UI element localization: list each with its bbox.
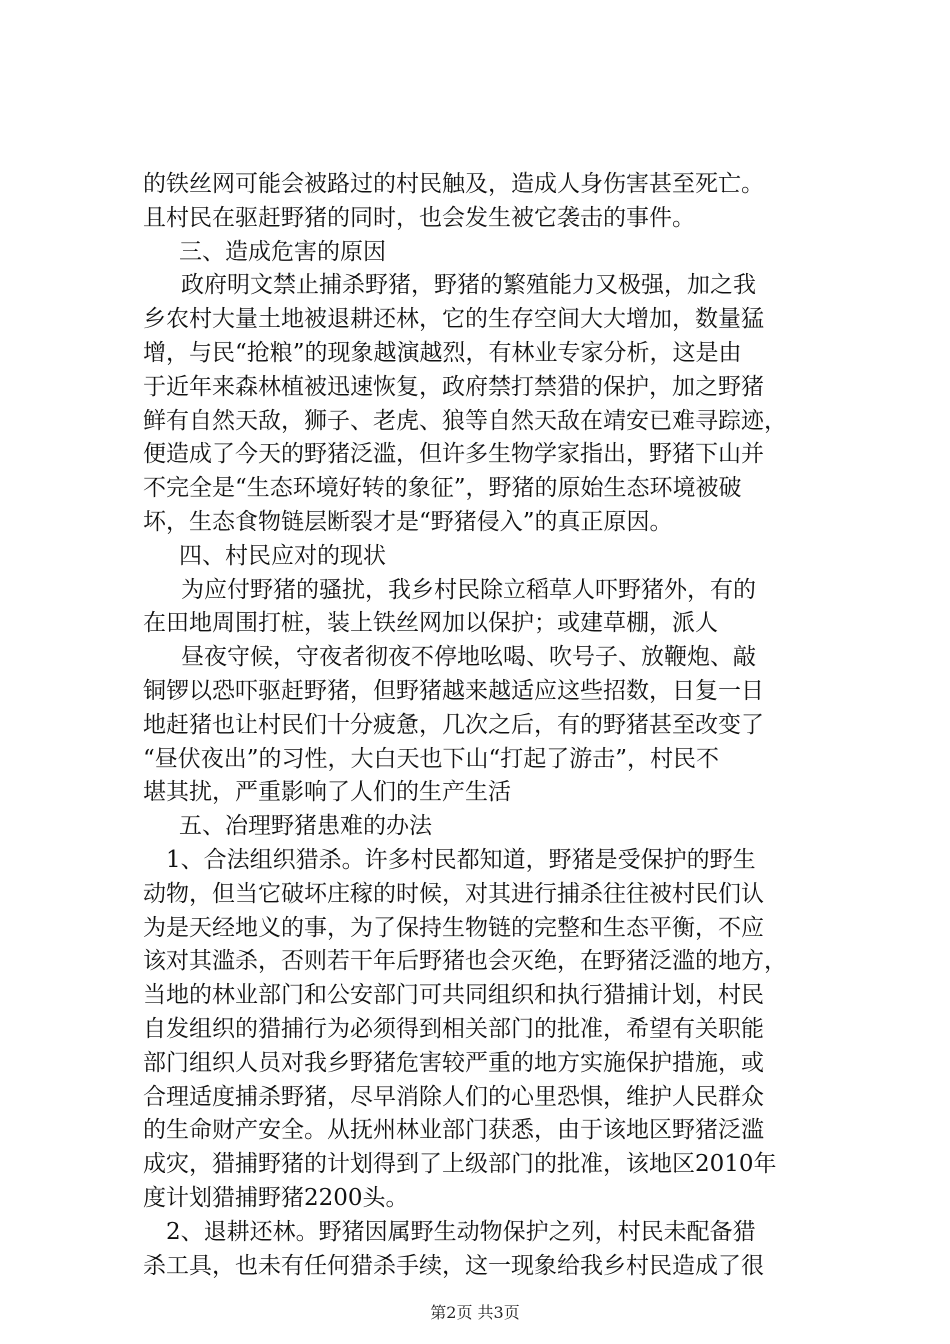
text-line: 度计划猎捕野猪2200头。 — [143, 1184, 409, 1211]
text-line: 堪其扰，严重影响了人们的生产生活 — [143, 779, 511, 806]
text-line: 在田地周围打桩，装上铁丝网加以保护；或建草棚，派人 — [143, 610, 718, 637]
text-line: 2、退耕还林。野猪因属野生动物保护之列，村民未配备猎 — [166, 1218, 756, 1245]
text-line: “昼伏夜出”的习性，大白天也下山“打起了游击”，村民不 — [143, 745, 720, 772]
text-line: 为应付野猪的骚扰，我乡村民除立稻草人吓野猪外，有的 — [181, 576, 756, 603]
text-line: 铜锣以恐吓驱赶野猪，但野猪越来越适应这些招数，日复一日 — [143, 677, 764, 704]
text-line: 部门组织人员对我乡野猪危害较严重的地方实施保护措施，或 — [143, 1049, 764, 1076]
text-line: 为是天经地义的事，为了保持生物链的完整和生态平衡，不应 — [143, 914, 764, 941]
text-line: 五、冶理野猪患难的办法 — [179, 813, 432, 840]
text-line: 便造成了今天的野猪泛滥，但许多生物学家指出，野猪下山并 — [143, 441, 764, 468]
text-line: 地赶猪也让村民们十分疲惫，几次之后，有的野猪甚至改变了 — [143, 711, 764, 738]
text-line: 不完全是“生态环境好转的象征”，野猪的原始生态环境被破 — [143, 475, 742, 502]
text-line: 动物，但当它破坏庄稼的时候，对其进行捕杀往往被村民们认 — [143, 880, 764, 907]
text-line: 的铁丝网可能会被路过的村民触及，造成人身伤害甚至死亡。 — [143, 171, 764, 197]
text-line: 昼夜守候，守夜者彻夜不停地吆喝、吹号子、放鞭炮、敲 — [181, 644, 756, 671]
document-body — [143, 168, 833, 1283]
text-line: 三、造成危害的原因 — [179, 238, 386, 265]
text-line: 的生命财产安全。从抚州林业部门获悉，由于该地区野猪泛滥 — [143, 1117, 764, 1144]
page-footer: 第2页 共3页 — [430, 1303, 520, 1322]
text-line: 于近年来森林植被迅速恢复，政府禁打禁猎的保护，加之野猪 — [143, 373, 764, 400]
text-line: 合理适度捕杀野猪，尽早消除人们的心里恐惧，维护人民群众 — [143, 1083, 764, 1110]
text-line: 坏，生态食物链层断裂才是“野猪侵入”的真正原因。 — [143, 508, 673, 535]
text-line: 当地的林业部门和公安部门可共同组织和执行猎捕计划，村民 — [143, 982, 764, 1009]
text-line: 且村民在驱赶野猪的同时，也会发生被它袭击的事件。 — [143, 204, 695, 231]
text-line: 成灾，猎捕野猪的计划得到了上级部门的批准，该地区2010年 — [143, 1151, 777, 1178]
text-line: 杀工具，也未有任何猎杀手续，这一现象给我乡村民造成了很 — [143, 1252, 764, 1279]
text-line: 四、村民应对的现状 — [179, 542, 386, 569]
text-line: 增，与民“抢粮”的现象越演越烈，有林业专家分析，这是由 — [143, 339, 742, 366]
text-line: 乡农村大量土地被退耕还林，它的生存空间大大增加，数量猛 — [143, 306, 764, 333]
text-line: 自发组织的猎捕行为必须得到相关部门的批准，希望有关职能 — [143, 1015, 764, 1042]
text-line: 该对其滥杀，否则若干年后野猪也会灭绝，在野猪泛滥的地方， — [143, 948, 787, 975]
text-line: 鲜有自然天敌，狮子、老虎、狼等自然天敌在靖安已难寻踪迹， — [143, 407, 787, 434]
text-line: 1、合法组织猎杀。许多村民都知道，野猪是受保护的野生 — [166, 846, 756, 873]
text-line: 政府明文禁止捕杀野猪，野猪的繁殖能力又极强，加之我 — [181, 272, 756, 299]
